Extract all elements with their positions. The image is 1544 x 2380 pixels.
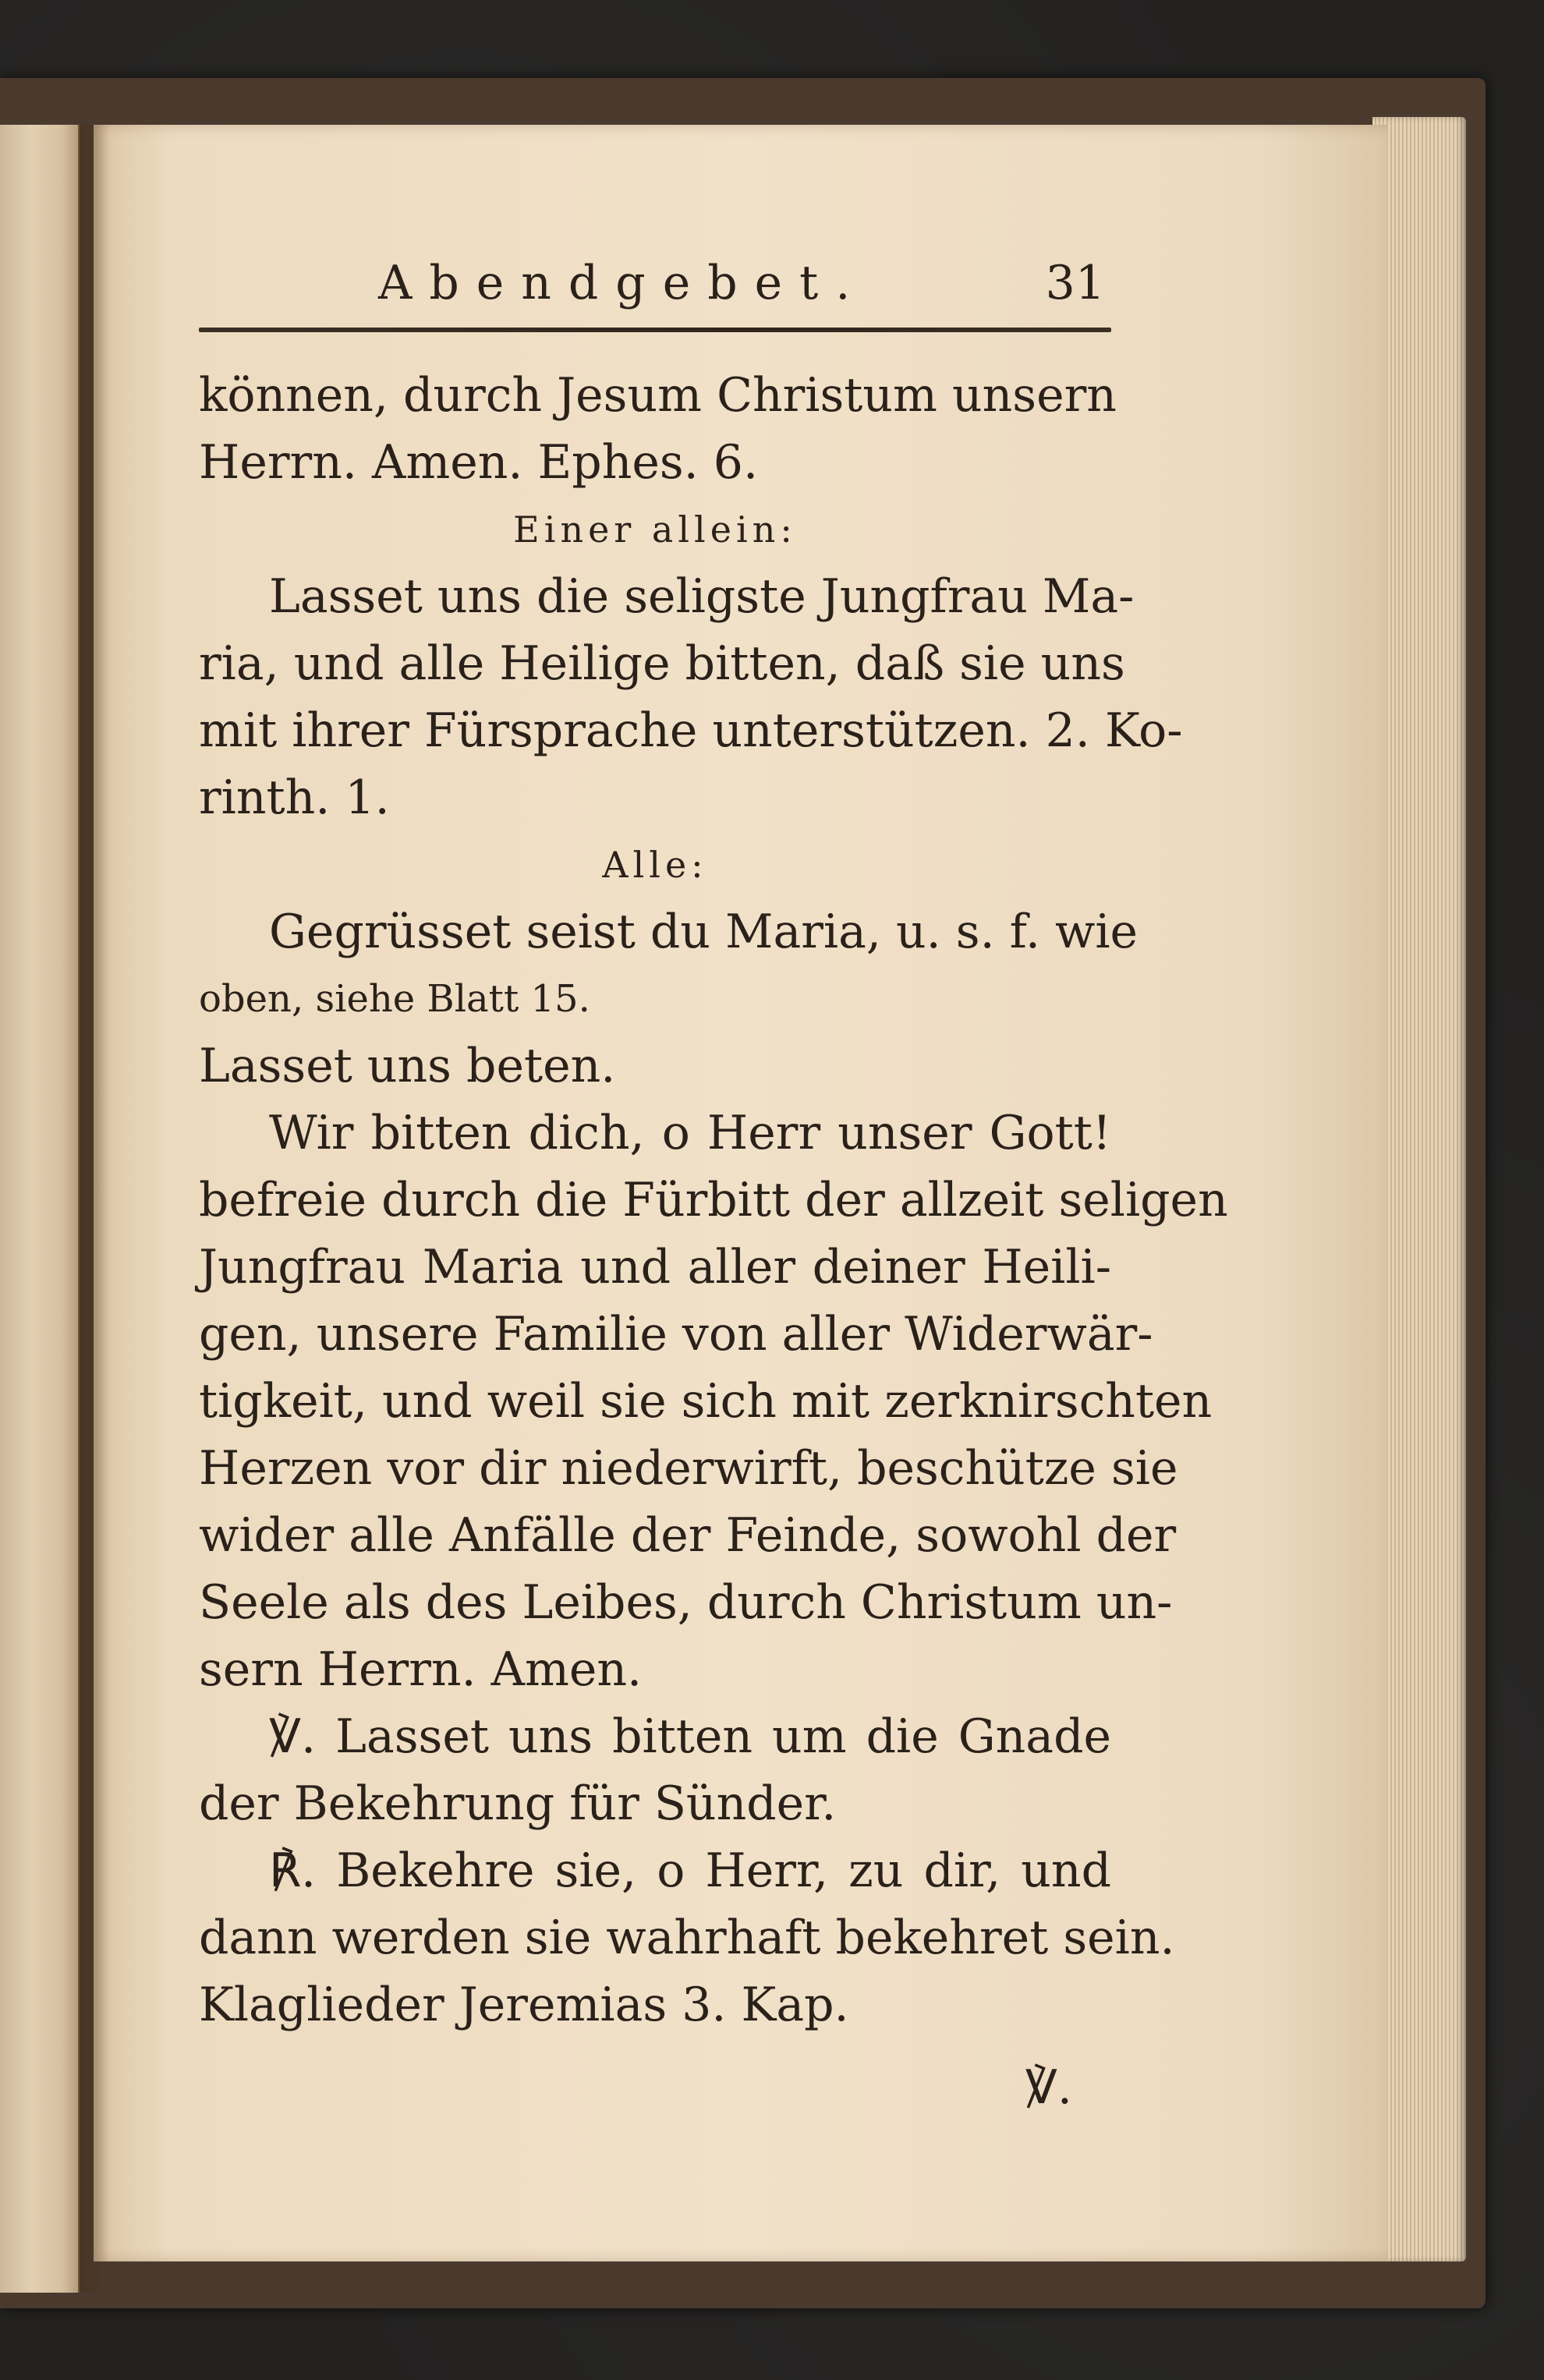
- text-line: Herrn. Amen. Ephes. 6.: [199, 435, 759, 490]
- page-text-block: [199, 250, 1228, 2121]
- text-line: der Bekehrung für Sünder.: [199, 1776, 837, 1831]
- text-line: rinth. 1.: [199, 770, 390, 825]
- text-line: sern Herrn. Amen.: [199, 1642, 643, 1697]
- text-line: Jungfrau Maria und aller deiner Heili-: [199, 1240, 1111, 1294]
- versicle-line: ℣. Lasset uns bitten um die Gnade: [269, 1709, 1111, 1764]
- facing-page-edge: [0, 125, 80, 2293]
- page-number: 31: [1045, 256, 1105, 310]
- response-line: ℟. Bekehre sie, o Herr, zu dir, und: [269, 1843, 1111, 1898]
- text-line: befreie durch die Fürbitt der allzeit seligen: [199, 1173, 1228, 1227]
- running-title: Abendgebet.: [378, 256, 868, 310]
- text-line: Lasset uns die seligste Jungfrau Ma-: [269, 569, 1135, 624]
- text-line: können, durch Jesum Christum unsern: [199, 368, 1117, 423]
- text-line: Gegrüsset seist du Maria, u. s. f. wie: [269, 905, 1139, 959]
- running-head: [199, 250, 1111, 320]
- text-line: mit ihrer Fürsprache unterstützen. 2. Ko-: [199, 703, 1183, 758]
- text-line: tigkeit, und weil sie sich mit zerknirschten: [199, 1374, 1213, 1429]
- catchword: ℣.: [1025, 2060, 1072, 2115]
- gutter-shadow: [78, 125, 109, 2293]
- text-line: wider alle Anfälle der Feinde, sowohl der: [199, 1508, 1177, 1563]
- speaker-label: Einer allein:: [513, 508, 797, 551]
- text-line: oben, siehe Blatt 15.: [199, 977, 590, 1021]
- header-rule: [199, 328, 1111, 332]
- text-line: Lasset uns beten.: [199, 1039, 616, 1093]
- text-line: Wir bitten dich, o Herr unser Gott!: [269, 1106, 1111, 1160]
- text-line: Seele als des Leibes, durch Christum un-: [199, 1575, 1173, 1630]
- speaker-label: Alle:: [602, 844, 708, 886]
- text-line: ria, und alle Heilige bitten, daß sie uns: [199, 636, 1125, 691]
- text-line: gen, unsere Familie von aller Widerwär-: [199, 1307, 1153, 1362]
- text-line: Herzen vor dir niederwirft, beschütze sie: [199, 1441, 1178, 1496]
- text-line: Klaglieder Jeremias 3. Kap.: [199, 1978, 849, 2032]
- text-line: dann werden sie wahrhaft bekehret sein.: [199, 1911, 1175, 1965]
